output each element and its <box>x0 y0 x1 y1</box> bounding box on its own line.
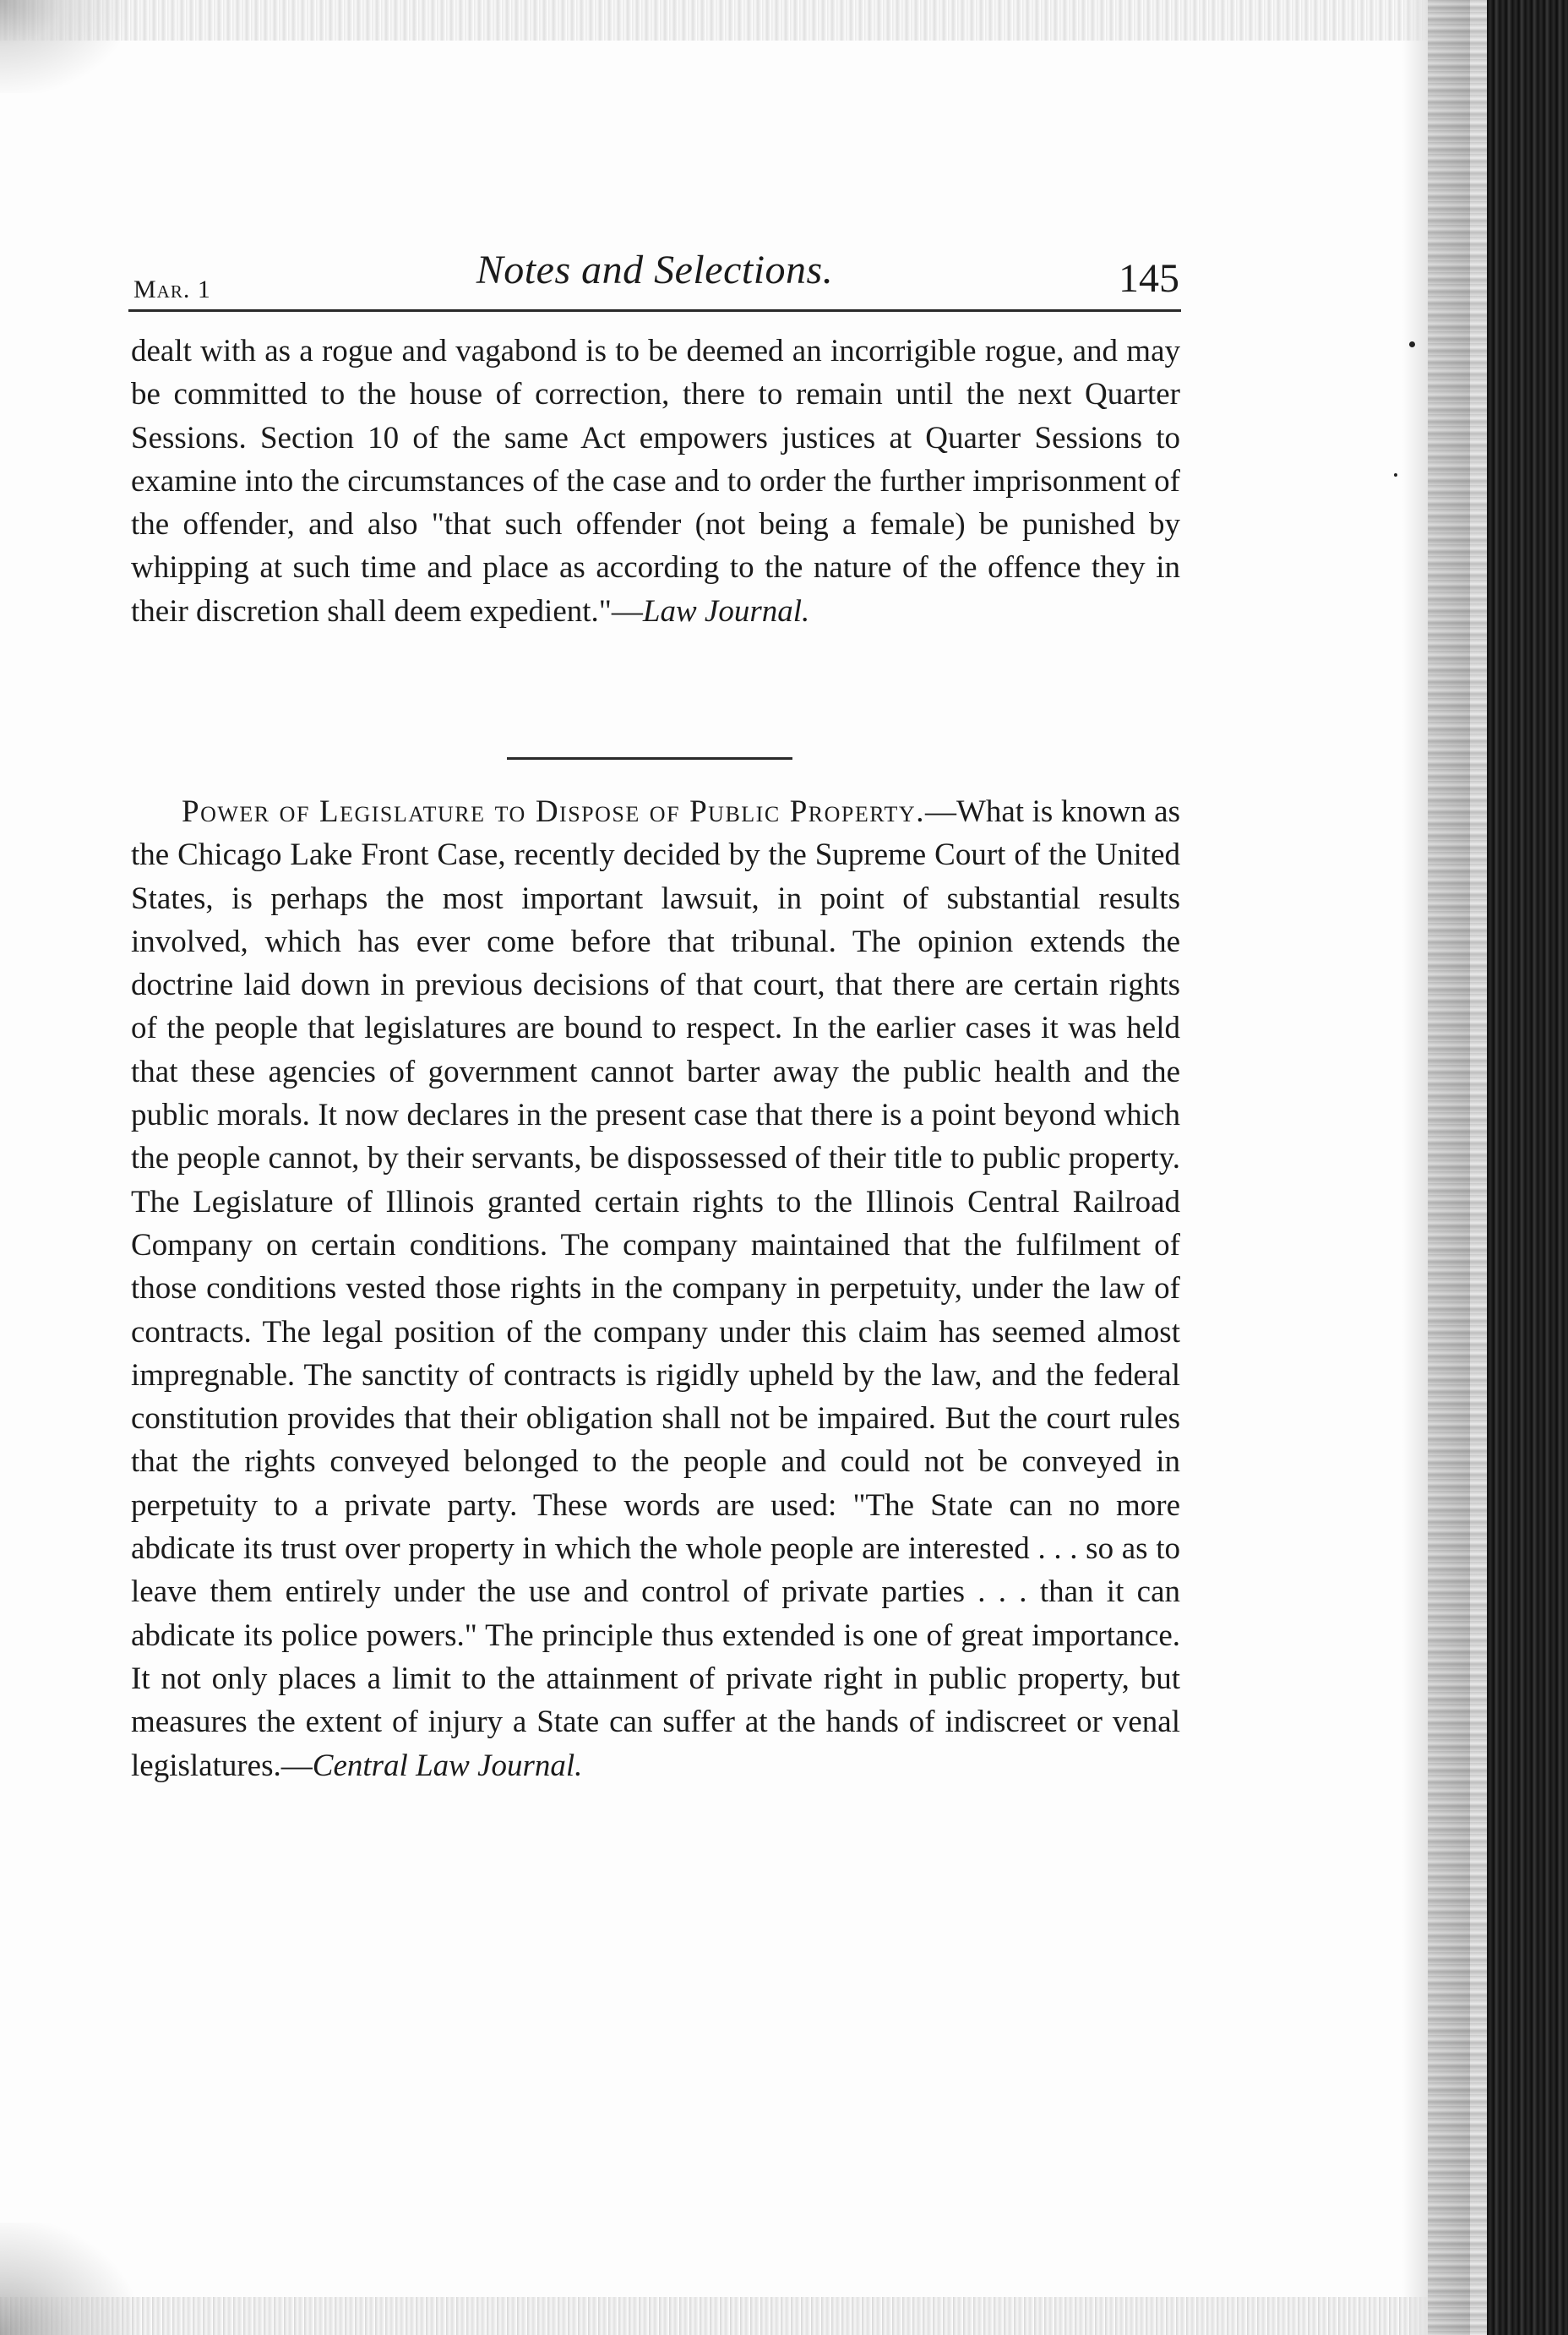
scan-noise-top <box>0 0 1436 41</box>
article-continued-paragraph <box>131 330 1180 633</box>
running-title: Notes and Selections. <box>476 248 834 292</box>
book-spine-edge <box>1487 0 1568 2335</box>
header-rule <box>128 309 1181 312</box>
article-1-text: dealt with as a rogue and vagabond is to be deemed an incorrigible rogue, and may be committed to the house of correction, there to remain until the next Quarter Sessions. Section 10 of the same Act empowers justices at Quarter Sessions to examine into the circumstances of the case and to order the further imprisonment of the offender, and also "that such offender (not being a female) be punished by whipping at such time and place as according to the nature of the offence they in their discretion shall deem expedient."— <box>131 334 1180 629</box>
scan-speck <box>1409 341 1415 347</box>
article-paragraph <box>131 790 1180 1787</box>
section-divider <box>507 757 792 760</box>
page-number: 145 <box>1119 256 1179 301</box>
scan-speck <box>1394 473 1397 477</box>
article-2-text: —What is known as the Chicago Lake Front Case, recently decided by the Supreme Court of the United States, is perhaps the most important lawsuit, in point of substantial results involved, which has ever come before that tribunal. The opinion extends the doctrine laid down in previous decisions of that court, that there are certain rights of the people that legislatures are bound to respect. In the earlier cases it was held that these agencies of government cannot barter away the public health and the public morals. It now declares in the present case that there is a point beyond which the people cannot, by their servants, be dispossessed of their title to public property. The Legislature of Illinois granted certain rights to the Illinois Central Railroad Company on certain conditions. The company maintained that the fulfilment of those conditions vested those rights in the company in perpetuity, under the law of contracts. The legal position of the company under this claim has seemed almost impregnable. The sanctity of contracts is rigidly upheld by the law, and the federal constitution provides that their obligation shall not be impaired. But the court rules that the rights conveyed belonged to the people and could not be conveyed in perpetuity to a private party. These words are used: "The State can no more abdicate its trust over property in which the whole people are interested . . . so as to leave them entirely under the use and control of private parties . . . than it can abdicate its police powers." The principle thus extended is one of great importance. It not only places a limit to the attainment of private right in public property, but measures the extent of injury a State can suffer at the hands of indiscreet or venal legislatures.— <box>131 794 1180 1783</box>
book-gutter-texture <box>1428 0 1487 2335</box>
scan-noise-bottom <box>0 2297 1436 2335</box>
article-1-source: Law Journal. <box>642 593 810 629</box>
scan-smudge-bottom-left <box>0 2223 135 2335</box>
scan-smudge-top-left <box>0 0 127 93</box>
article-2-source: Central Law Journal. <box>312 1748 583 1783</box>
page-header <box>128 247 1181 314</box>
article-2-headline: Power of Legislature to Dispose of Public Property. <box>182 794 925 829</box>
header-date: Mar. 1 <box>133 276 211 303</box>
